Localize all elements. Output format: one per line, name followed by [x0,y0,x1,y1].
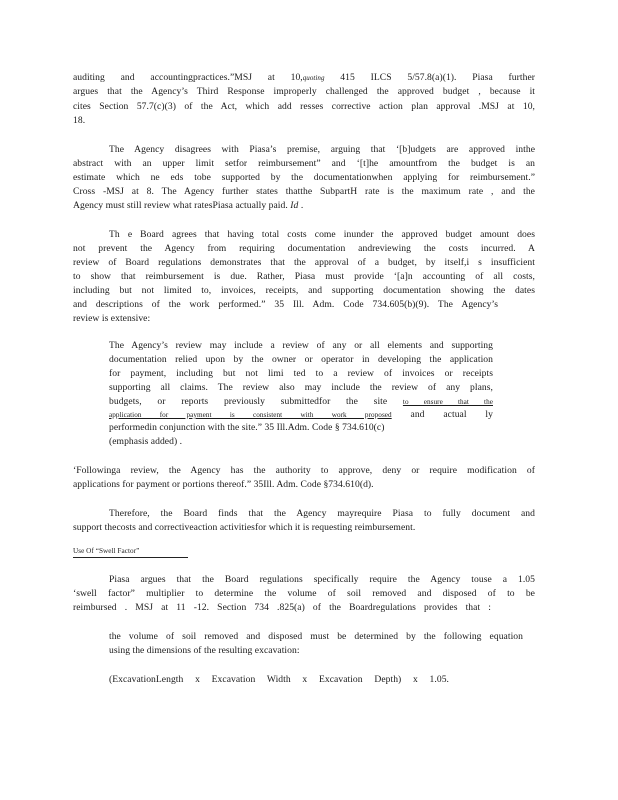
quote-line: performedin conjunction with the site.” 35 Ill.Adm. Code § 734.610(c) [109,422,385,433]
quote-line: documentation relied upon by the owner or operator in developing the application [109,354,493,365]
text-line: cites Section 57.7(c)(3) of the Act, which add resses corrective action plan approval .MSJ at 10, [73,101,535,112]
text-line: and descriptions of the work performed.” 35 Ill. Adm. Code 734.605(b)(9). The Agency’s [73,299,498,310]
text-line: reimbursed . MSJ at 11 -12. Section 734 .825(a) of the Boardregulations provides that : [73,602,491,613]
text-line: including but not limited to, invoices, receipts, and supporting documentation showing the dates [73,285,535,296]
quote-line: for payment, including but not limi ted to a review of invoices or receipts [109,368,493,379]
text-line: applications for payment or portions thereof.” 35Ill. Adm. Code §734.610(d). [73,479,374,490]
text-line: abstract with an upper limit setfor reimbursement” and ‘[t]he amountfrom the budget is an [73,158,535,169]
text-line: Cross -MSJ at 8. The Agency further states thatthe SubpartH rate is the maximum rate , and the [73,186,535,197]
equation: (ExcavationLength x Excavation Width x Excavation Depth) x 1.05. [109,674,449,685]
quote-line: the volume of soil removed and disposed must be determined by the following equation [109,631,523,642]
text-line: support thecosts and correctiveaction activitiesfor which it is requesting reimbursement. [73,522,416,533]
quote-line: application for payment is consistent with work proposed and actual ly [109,409,493,420]
text-line: Agency must still review what ratesPiasa actually paid. Id . [73,200,304,211]
text-line: ‘swell factor” multiplier to determine the volume of soil removed and disposed of to be [73,588,535,599]
quote-line: using the dimensions of the resulting excavation: [109,645,300,656]
text-line: Piasa argues that the Board regulations specifically require the Agency touse a 1.05 [109,574,535,585]
quote-line: (emphasis added) . [109,436,183,447]
text-line: not prevent the Agency from requiring documentation andreviewing the costs incurred. A [73,243,535,254]
text-line: Th e Board agrees that having total costs come inunder the approved budget amount does [109,229,535,240]
quote-line: supporting all claims. The review also may include the review of any plans, [109,382,493,393]
text-line: estimate which ne eds tobe supported by the documentationwhen applying for reimbursement.” [73,172,535,183]
text-line: to show that reimbursement is due. Rather, Piasa must provide ‘[a]n accounting of all costs, [73,271,535,282]
quote-line: budgets, or reports previously submittedfor the site to ensure that the [109,396,493,407]
text-line: ‘Followinga review, the Agency has the authority to approve, deny or require modification of [73,465,535,476]
text-line: The Agency disagrees with Piasa’s premise, arguing that ‘[b]udgets are approved inthe [109,144,535,155]
text-line: argues that the Agency’s Third Response improperly challenged the approved budget , because it [73,86,535,97]
quote-line: The Agency’s review may include a review of any or all elements and supporting [109,340,493,351]
text-line: 18. [73,115,86,126]
text-line: auditing and accountingpractices.”MSJ at 10,quoting 415 ILCS 5/57.8(a)(1). Piasa further [73,72,535,83]
text-line: Therefore, the Board finds that the Agency mayrequire Piasa to fully document and [109,508,535,519]
section-heading: Use Of “Swell Factor” [73,546,188,558]
text-line: review of Board regulations demonstrates that the approval of a budget, by itself,i s insufficient [73,257,535,268]
text-line: review is extensive: [73,313,151,324]
